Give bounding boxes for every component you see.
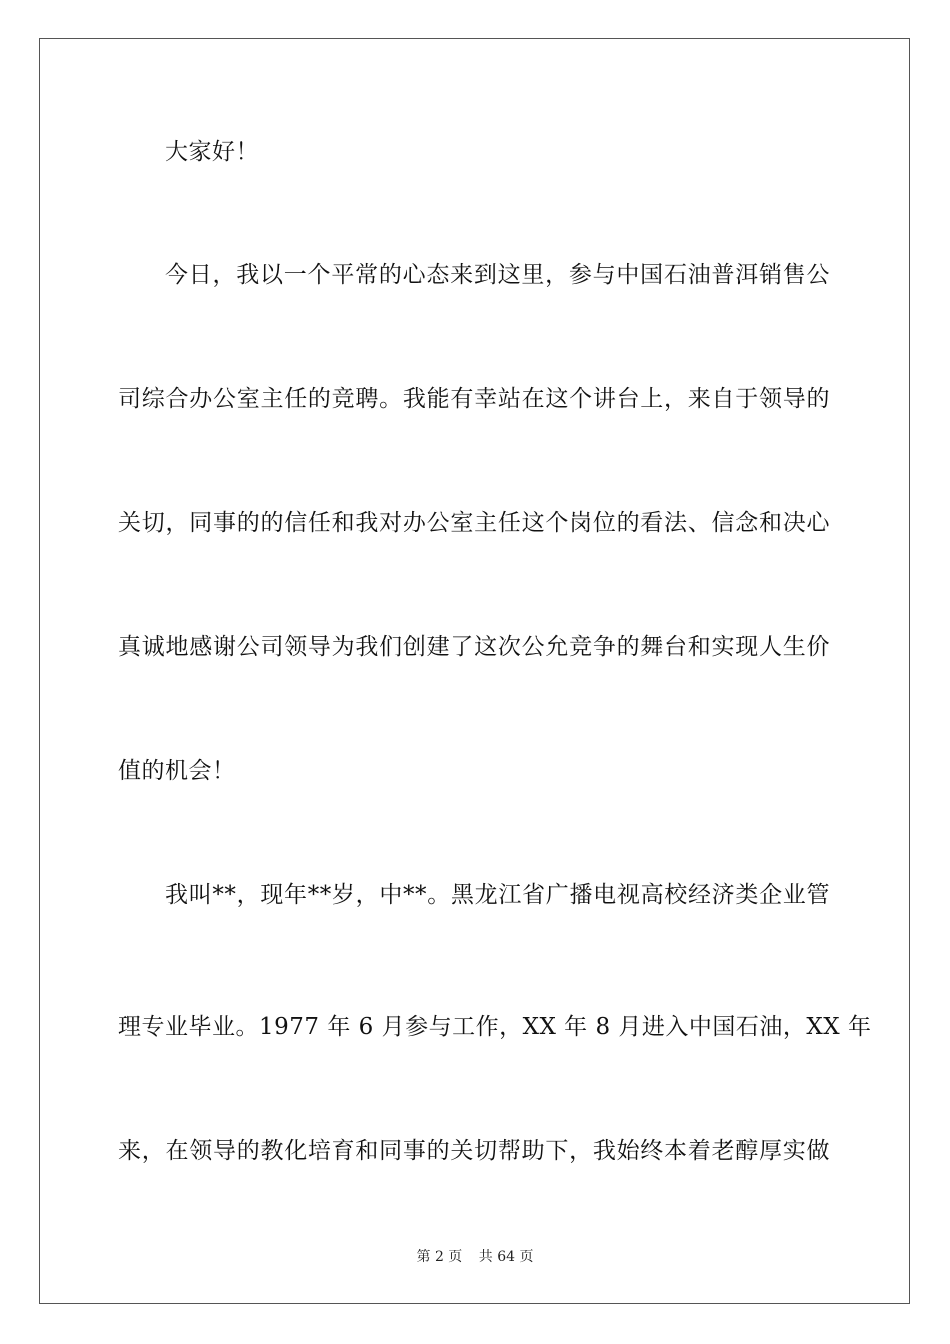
paragraph-line: 值的机会！ bbox=[118, 758, 236, 784]
page-frame bbox=[39, 38, 910, 1304]
paragraph-line: 来，在领导的教化培育和同事的关切帮助下，我始终本着老醇厚实做 bbox=[118, 1138, 830, 1164]
paragraph-line: 关切，同事的的信任和我对办公室主任这个岗位的看法、信念和决心 bbox=[118, 510, 830, 536]
greeting-line: 大家好！ bbox=[165, 139, 259, 165]
paragraph-line: 理专业毕业。1977 年 6 月参与工作，XX 年 8 月进入中国石油，XX 年 bbox=[118, 1014, 872, 1040]
paragraph-line: 真诚地感谢公司领导为我们创建了这次公允竞争的舞台和实现人生价 bbox=[118, 634, 830, 660]
page-footer bbox=[0, 1248, 950, 1266]
paragraph-line: 今日，我以一个平常的心态来到这里，参与中国石油普洱销售公 bbox=[165, 262, 830, 288]
page-number: 第 2 页 bbox=[416, 1249, 463, 1265]
paragraph-line: 我叫**，现年**岁，中**。黑龙江省广播电视高校经济类企业管 bbox=[165, 882, 830, 908]
page-total: 共 64 页 bbox=[478, 1249, 534, 1265]
paragraph-line: 司综合办公室主任的竞聘。我能有幸站在这个讲台上，来自于领导的 bbox=[118, 386, 830, 412]
